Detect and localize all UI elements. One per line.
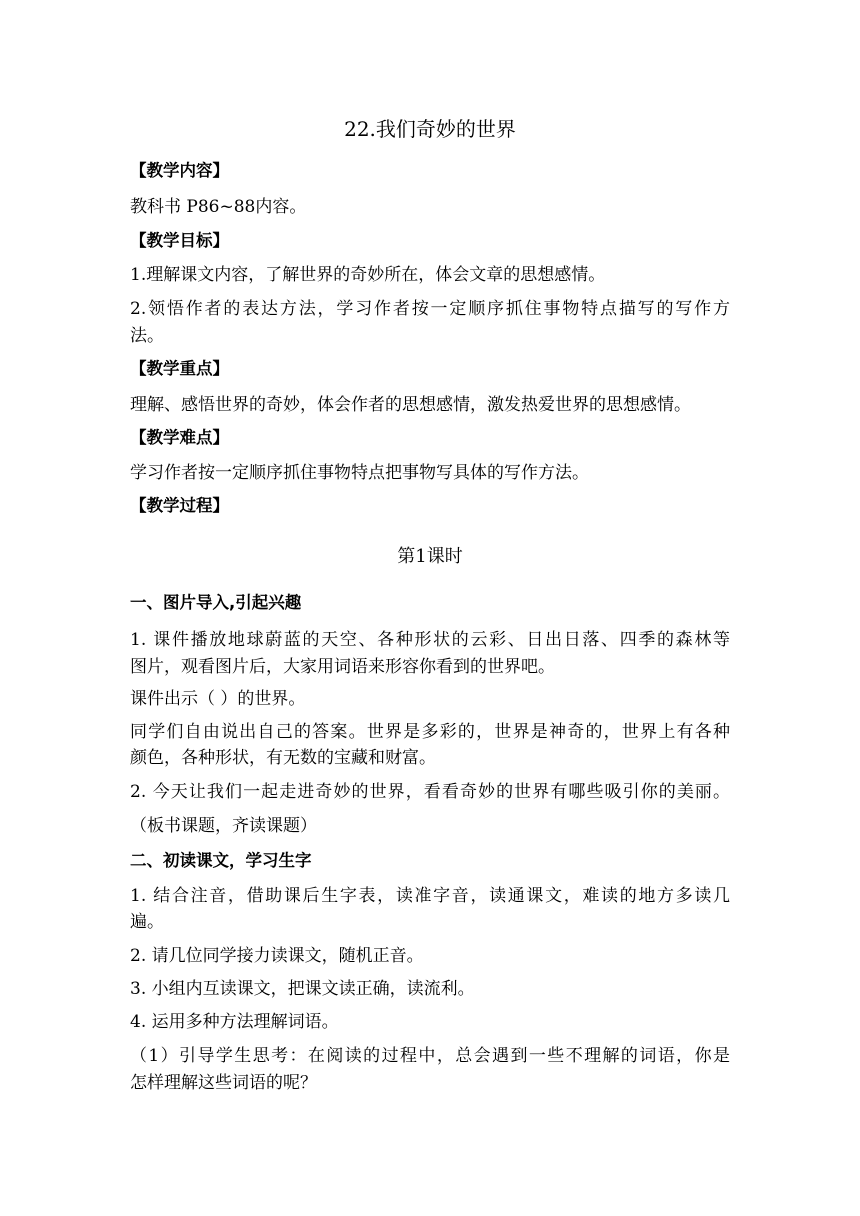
goal-2-line-1: 2.领悟作者的表达方法，学习作者按一定顺序抓住事物特点描写的写作方 (130, 299, 730, 319)
section-1-para-4-line-1: 2. 今天让我们一起走进奇妙的世界，看看奇妙的世界有哪些吸引你的美丽。 (130, 782, 730, 802)
heading-difficult-points: 【教学难点】 (130, 428, 229, 447)
section-2-para-5-line-2: 怎样理解这些词语的呢？ (130, 1073, 317, 1093)
section-1-para-3-line-2: 颜色，各种形状，有无数的宝藏和财富。 (130, 748, 436, 768)
section-2-para-2: 2. 请几位同学接力读课文，随机正音。 (130, 946, 424, 966)
section-1-heading: 一、图片导入,引起兴趣 (130, 593, 302, 612)
section-2-heading: 二、初读课文，学习生字 (130, 851, 312, 870)
heading-teaching-process: 【教学过程】 (130, 496, 229, 515)
heading-teaching-goals: 【教学目标】 (130, 231, 229, 250)
key-points-text: 理解、感悟世界的奇妙，体会作者的思想感情，激发热爱世界的思想感情。 (130, 395, 691, 415)
section-2-para-1-line-1: 1. 结合注音，借助课后生字表，读准字音，读通课文，难读的地方多读几 (130, 886, 730, 906)
section-1-para-4-line-2: （板书课题，齐读课题） (130, 816, 317, 836)
section-1-para-1-line-1: 1. 课件播放地球蔚蓝的天空、各种形状的云彩、日出日落、四季的森林等 (130, 630, 730, 650)
heading-key-points: 【教学重点】 (130, 359, 229, 378)
lesson-period-title: 第1课时 (397, 546, 463, 567)
section-2-para-1-line-2: 遍。 (130, 912, 164, 932)
lesson-title: 22.我们奇妙的世界 (344, 117, 516, 141)
section-1-para-1-line-2: 图片，观看图片后，大家用词语来形容你看到的世界吧。 (130, 657, 555, 677)
section-2-para-4: 4. 运用多种方法理解词语。 (130, 1012, 339, 1032)
goal-2-line-2: 法。 (130, 326, 164, 346)
section-2-para-3: 3. 小组内互读课文，把课文读正确，读流利。 (130, 979, 475, 999)
difficult-points-text: 学习作者按一定顺序抓住事物特点把事物写具体的写作方法。 (130, 463, 589, 483)
section-1-para-3-line-1: 同学们自由说出自己的答案。世界是多彩的，世界是神奇的，世界上有各种 (130, 722, 730, 742)
goal-1: 1.理解课文内容，了解世界的奇妙所在，体会文章的思想感情。 (130, 265, 606, 285)
section-2-para-5-line-1: （1）引导学生思考：在阅读的过程中，总会遇到一些不理解的词语，你是 (130, 1046, 730, 1066)
heading-teaching-content: 【教学内容】 (130, 161, 229, 180)
section-1-para-2: 课件出示（ ）的世界。 (130, 689, 306, 709)
teaching-content-text: 教科书 P86~88内容。 (130, 197, 307, 217)
